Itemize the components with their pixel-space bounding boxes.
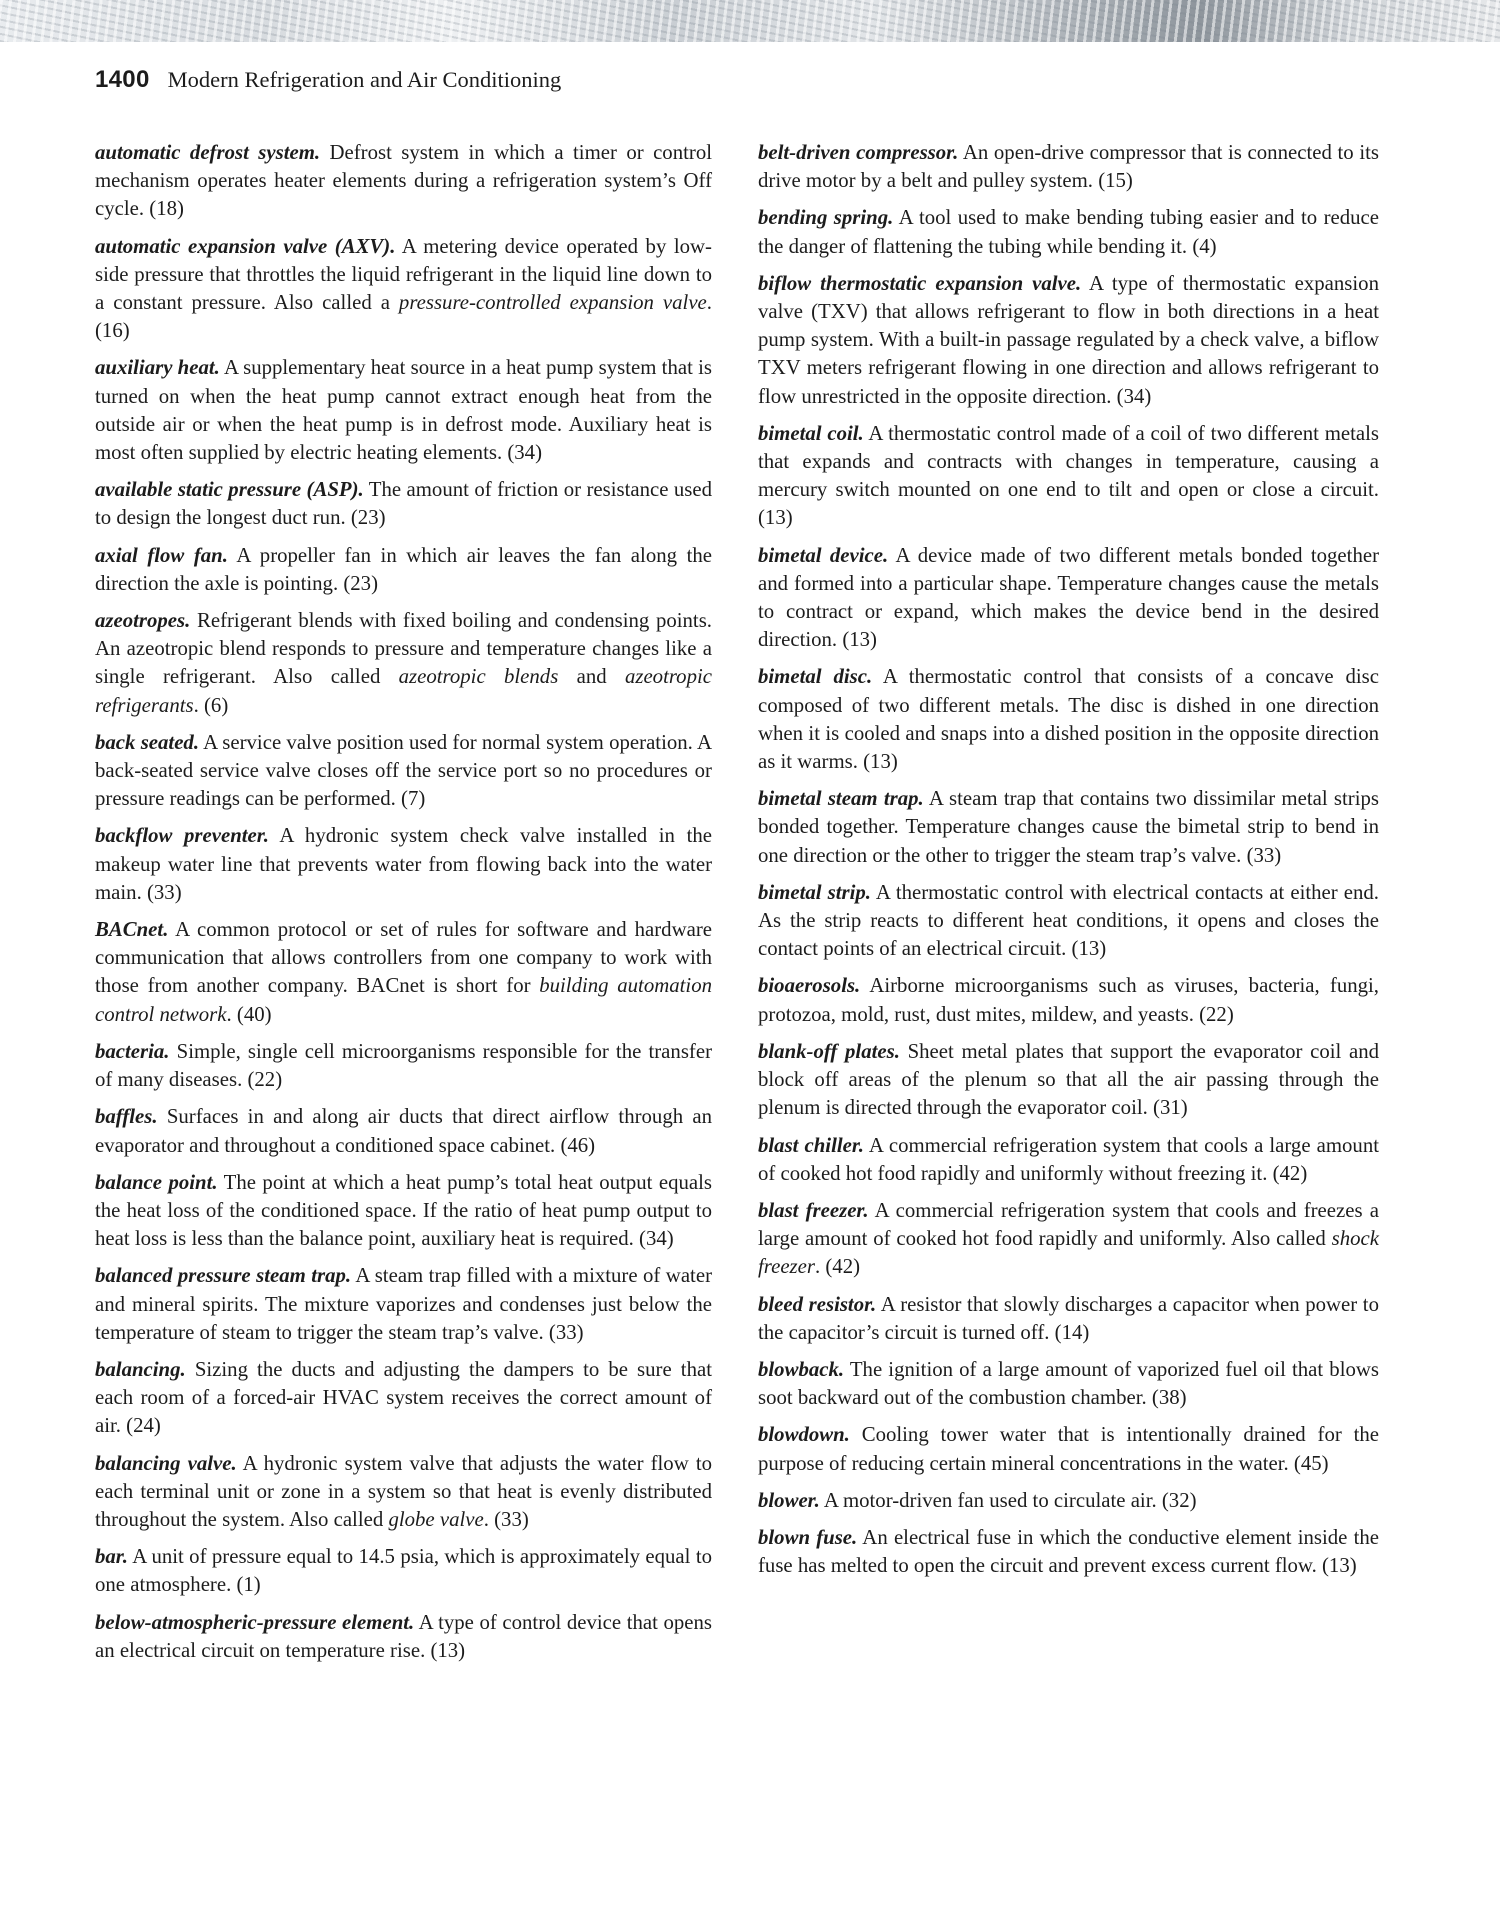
glossary-term: back seated. <box>95 730 200 754</box>
glossary-definition: A motor-driven fan used to circulate air. (32) <box>819 1488 1197 1512</box>
glossary-definition: An open-drive compressor that is connected to its drive motor by a belt and pulley system. (15) <box>758 141 1379 193</box>
glossary-entry <box>758 972 1379 1028</box>
glossary-entry <box>758 785 1379 870</box>
glossary-definition: A steam trap filled with a mixture of water and mineral spirits. The mixture vaporizes and condenses just below the temperature of steam to trigger the steam trap’s valve. (33) <box>95 1264 712 1344</box>
glossary-term: bioaerosols. <box>758 974 861 998</box>
glossary-entry <box>95 542 712 598</box>
glossary-alternate-term: azeotropic refrigerants <box>95 665 712 717</box>
glossary-term: blowdown. <box>758 1423 850 1447</box>
page-header <box>95 66 561 100</box>
glossary-term: BACnet. <box>95 918 169 942</box>
glossary-definition-connector: and <box>558 665 625 689</box>
glossary-term: automatic defrost system. <box>95 141 321 164</box>
glossary-definition: The amount of friction or resistance used to design the longest duct run. (23) <box>95 478 712 530</box>
glossary-term: bleed resistor. <box>758 1292 877 1316</box>
glossary-alternate-term: azeotropic blends <box>398 665 559 689</box>
glossary-definition: Airborne microorganisms such as viruses, bacteria, fungi, protozoa, mold, rust, dust mites, mildew, and yeasts. (22) <box>758 974 1379 1026</box>
glossary-definition: A thermostatic control that consists of a concave disc composed of two different metals. The disc is dished in one direction when it is cooled and snaps into a dished position in the opposite direction as it warms. (13) <box>758 665 1379 774</box>
glossary-term: balancing valve. <box>95 1451 237 1475</box>
glossary-alternate-term: globe valve <box>388 1507 484 1531</box>
glossary-definition: Simple, single cell microorganisms responsible for the transfer of many diseases. (22) <box>95 1039 712 1092</box>
glossary-definition: Defrost system in which a timer or control mechanism operates heater elements during a refrigeration system’s Off cycle. (18) <box>95 141 712 221</box>
glossary-entry <box>95 1609 712 1665</box>
glossary-definition: A thermostatic control with electrical contacts at either end. As the strip reacts to different heat conditions, it opens and closes the contact points of an electrical circuit. (13) <box>758 880 1379 961</box>
glossary-entry <box>758 879 1379 964</box>
glossary-entry <box>95 1103 712 1159</box>
glossary-alternate-term: pressure-controlled expansion valve <box>398 291 707 315</box>
glossary-definition: A tool used to make bending tubing easier and to reduce the danger of flattening the tubing while bending it. (4) <box>758 206 1379 258</box>
glossary-entry <box>758 270 1379 411</box>
decorative-header-band <box>0 0 1500 42</box>
glossary-definition: A supplementary heat source in a heat pump system that is turned on when the heat pump cannot extract enough heat from the outside air or when the heat pump is in defrost mode. Auxiliary heat is most often supplied by electric heating elements. (34) <box>95 356 712 465</box>
glossary-entry <box>758 1132 1379 1188</box>
glossary-definition: Sheet metal plates that support the evaporator coil and block off areas of the plenum so that all the air passing through the plenum is directed through the evaporator coil. (31) <box>758 1039 1380 1120</box>
glossary-definition: Sizing the ducts and adjusting the dampers to be sure that each room of a forced-air HVAC system receives the correct amount of air. (24) <box>95 1357 712 1438</box>
glossary-definition: A type of thermostatic expansion valve (TXV) that allows refrigerant to flow in both directions in a heat pump system. With a built-in passage regulated by a check valve, a biflow TXV meters refrigerant flowing in one direction and allows refrigerant to flow unrestricted in the opposite direction. (34) <box>758 271 1379 408</box>
glossary-definition: A propeller fan in which air leaves the fan along the direction the axle is pointing. (23) <box>95 543 712 595</box>
glossary-term: blower. <box>758 1488 820 1512</box>
glossary-entry <box>758 1291 1379 1347</box>
glossary-entry <box>95 233 712 346</box>
glossary-term: bar. <box>95 1545 128 1569</box>
glossary-term: bending spring. <box>758 206 894 230</box>
glossary-definition: A metering device operated by low-side pressure that throttles the liquid refrigerant in the liquid line down to a constant pressure. Also called a <box>95 234 712 315</box>
glossary-definition: A common protocol or set of rules for software and hardware communication that allows controllers from one company to work with those from another company. BACnet is short for <box>95 918 712 998</box>
glossary-definition: An electrical fuse in which the conductive element inside the fuse has melted to open the circuit and prevent excess current flow. (13) <box>758 1525 1380 1578</box>
glossary-entry <box>758 1356 1379 1412</box>
glossary-definition: A type of control device that opens an electrical circuit on temperature rise. (13) <box>95 1610 712 1662</box>
glossary-chapter-reference: . (6) <box>193 693 229 717</box>
glossary-term: automatic expansion valve (AXV). <box>95 234 396 258</box>
glossary-column-left <box>95 139 712 1674</box>
glossary-term: auxiliary heat. <box>95 356 220 380</box>
glossary-term: balance point. <box>95 1170 218 1194</box>
glossary-definition: Cooling tower water that is intentionally drained for the purpose of reducing certain mineral concentrations in the water. (45) <box>758 1423 1379 1475</box>
glossary-chapter-reference: . (16) <box>95 291 712 343</box>
glossary-term: balancing. <box>95 1357 186 1381</box>
glossary-entry <box>758 1524 1379 1580</box>
glossary-term: azeotropes. <box>95 609 191 633</box>
glossary-definition: A device made of two different metals bonded together and formed into a particular shape. Temperature changes cause the metals to contract or expand, which makes the device bend in the desired direction. (13) <box>758 543 1379 652</box>
glossary-definition: A thermostatic control made of a coil of two different metals that expands and contracts with changes in temperature, causing a mercury switch mounted on one end to tilt and open or close a circuit. (13) <box>758 421 1379 530</box>
glossary-entry <box>95 607 712 720</box>
glossary-chapter-reference: . (42) <box>814 1255 861 1279</box>
glossary-definition: Surfaces in and along air ducts that direct airflow through an evaporator and throughout a conditioned space cabinet. (46) <box>95 1105 712 1157</box>
glossary-entry <box>95 1262 712 1347</box>
glossary-entry <box>758 420 1379 533</box>
glossary-column-right <box>758 139 1379 1589</box>
glossary-entry <box>95 1169 712 1254</box>
glossary-term: below-atmospheric-pressure element. <box>95 1610 415 1634</box>
glossary-term: available static pressure (ASP). <box>95 478 364 502</box>
glossary-entry <box>758 542 1379 655</box>
glossary-entry <box>95 1543 712 1599</box>
glossary-alternate-term: shock freezer <box>758 1227 1379 1279</box>
glossary-chapter-reference: . (33) <box>483 1507 529 1531</box>
glossary-entry <box>758 1197 1379 1282</box>
glossary-definition: The point at which a heat pump’s total heat output equals the heat loss of the conditioned space. If the ratio of heat pump output to heat loss is less than the balance point, auxiliary heat is required. (34) <box>95 1170 712 1251</box>
glossary-definition: Refrigerant blends with fixed boiling and condensing points. An azeotropic blend responds to pressure and temperature changes like a single refrigerant. Also called <box>95 609 712 689</box>
glossary-term: bimetal coil. <box>758 421 864 445</box>
glossary-definition: A hydronic system check valve installed in the makeup water line that prevents water from flowing back into the water main. (33) <box>95 824 712 904</box>
glossary-chapter-reference: . (40) <box>226 1002 272 1026</box>
glossary-entry <box>758 139 1379 195</box>
glossary-term: belt-driven compressor. <box>758 141 959 164</box>
glossary-term: bimetal strip. <box>758 880 871 904</box>
glossary-entry <box>95 354 712 467</box>
glossary-term: blast chiller. <box>758 1133 865 1157</box>
glossary-entry <box>95 1356 712 1441</box>
glossary-definition: A resistor that slowly discharges a capacitor when power to the capacitor’s circuit is turned off. (14) <box>758 1292 1379 1344</box>
glossary-term: axial flow fan. <box>95 543 228 567</box>
glossary-definition: A hydronic system valve that adjusts the water flow to each terminal unit or zone in a system so that heat is evenly distributed throughout the system. Also called <box>95 1451 712 1531</box>
glossary-term: bimetal disc. <box>758 665 873 689</box>
glossary-term: bimetal device. <box>758 543 889 567</box>
glossary-entry <box>95 1450 712 1535</box>
glossary-definition: A commercial refrigeration system that cools and freezes a large amount of cooked hot food rapidly and uniformly. Also called <box>758 1198 1379 1251</box>
glossary-term: biflow thermostatic expansion valve. <box>758 271 1082 295</box>
glossary-entry <box>758 1038 1379 1123</box>
glossary-entry <box>758 663 1379 776</box>
glossary-definition: A commercial refrigeration system that cools a large amount of cooked hot food rapidly and uniformly without freezing it. (42) <box>758 1133 1379 1185</box>
glossary-entry <box>95 916 712 1029</box>
glossary-entry <box>95 822 712 907</box>
glossary-term: backflow preventer. <box>95 824 269 848</box>
glossary-entry <box>758 204 1379 260</box>
glossary-term: blank-off plates. <box>758 1039 900 1063</box>
glossary-term: blast freezer. <box>758 1198 869 1222</box>
glossary-term: bacteria. <box>95 1039 170 1063</box>
running-title: Modern Refrigeration and Air Conditioning <box>167 67 562 92</box>
glossary-alternate-term: building automation control network <box>95 974 712 1026</box>
glossary-entry <box>95 729 712 814</box>
page-number: 1400 <box>95 66 150 93</box>
glossary-definition: A service valve position used for normal system operation. A back-seated service valve closes off the service port so no procedures or pressure readings can be performed. (7) <box>95 730 712 811</box>
glossary-term: bimetal steam trap. <box>758 787 924 811</box>
glossary-term: baffles. <box>95 1105 158 1129</box>
glossary-term: blowback. <box>758 1357 845 1381</box>
glossary-term: blown fuse. <box>758 1525 858 1549</box>
glossary-definition: A steam trap that contains two dissimilar metal strips bonded together. Temperature changes cause the bimetal strip to bend in one direction or the other to trigger the steam trap’s valve. (33) <box>758 787 1379 867</box>
glossary-term: balanced pressure steam trap. <box>95 1264 352 1288</box>
glossary-definition: A unit of pressure equal to 14.5 psia, which is approximately equal to one atmosphere. (1) <box>95 1545 712 1597</box>
glossary-entry <box>95 476 712 532</box>
glossary-entry <box>758 1421 1379 1477</box>
glossary-entry <box>95 139 712 224</box>
glossary-entry <box>95 1038 712 1094</box>
glossary-definition: The ignition of a large amount of vaporized fuel oil that blows soot backward out of the combustion chamber. (38) <box>758 1357 1379 1410</box>
glossary-entry <box>758 1487 1379 1515</box>
